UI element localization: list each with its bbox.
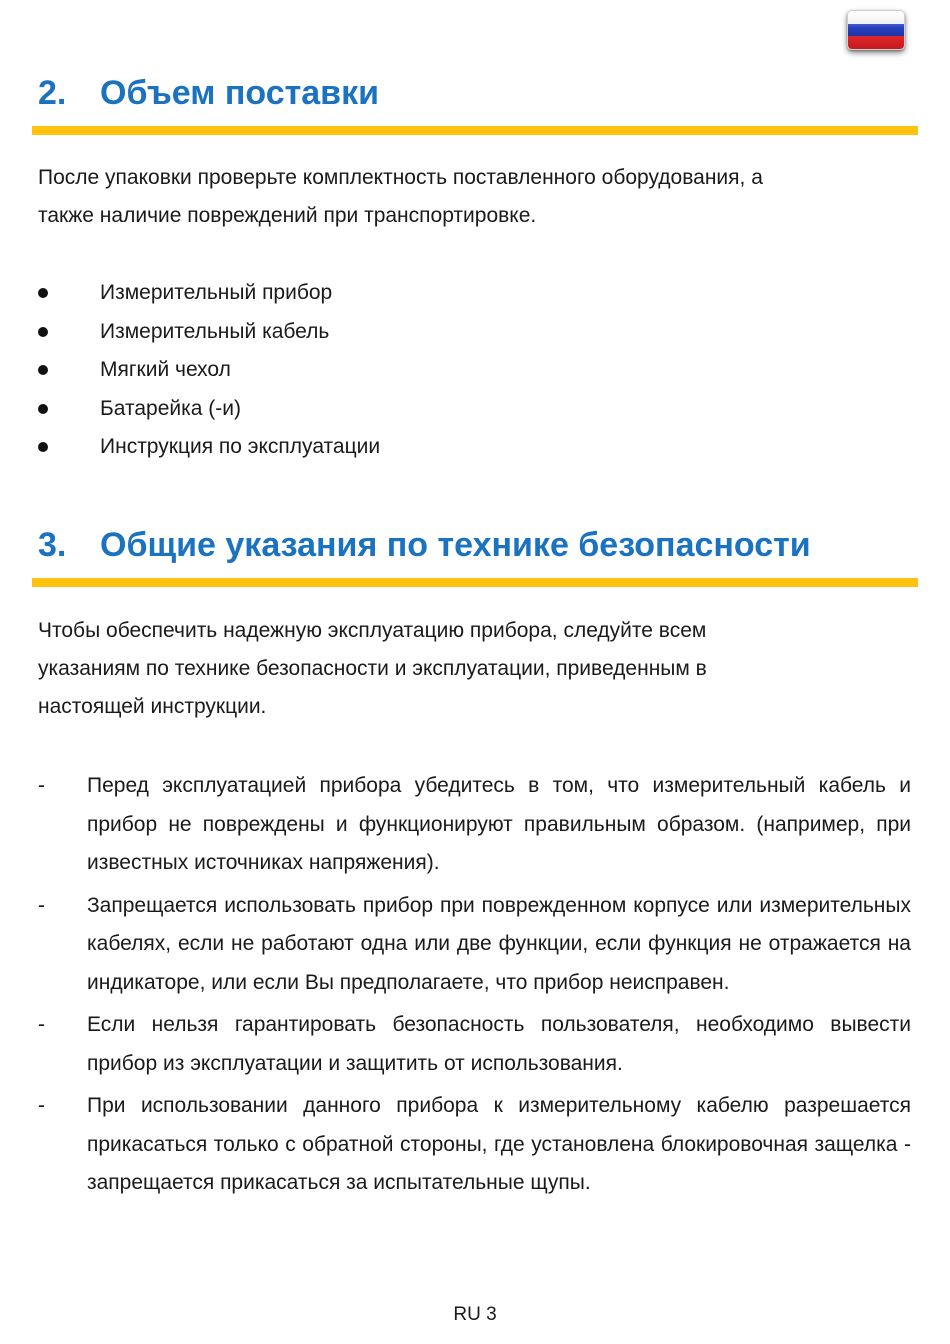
bullet-icon [38,442,48,452]
section-3-number: 3. [38,526,67,564]
section-3-title: Общие указания по технике безопасности [100,526,811,564]
list-item [38,1006,911,1083]
section-3-intro [38,612,707,726]
list-item [38,887,911,1003]
section-2-divider [32,126,918,135]
list-item [38,1087,911,1203]
section-3-heading [38,526,811,565]
russia-flag-icon [847,10,905,50]
list-item-text: При использовании данного прибора к измерительному кабелю разрешается прикасаться только с обратной стороны, где установлена блокировочная защелка - запрещается прикасаться за испытательные щупы. [87,1094,911,1194]
dash-marker: - [38,893,45,917]
list-item [38,767,911,883]
section-2-intro [38,159,763,235]
safety-instructions-list [38,767,911,1207]
list-item-text: Если нельзя гарантировать безопасность пользователя, необходимо вывести прибор из эксплуатации и защитить от использования. [87,1013,911,1075]
list-item-label: Батарейка (-и) [100,396,242,420]
dash-marker: - [38,774,45,797]
section-3-intro-line-1: Чтобы обеспечить надежную эксплуатацию прибора, следуйте всем [38,619,707,642]
dash-marker: - [38,1094,45,1117]
bullet-icon [38,327,48,337]
bullet-icon [38,288,48,298]
list-item-text: Перед эксплуатацией прибора убедитесь в том, что измерительный кабель и прибор не повреждены и функционируют правильным образом. (например, при известных источниках напряжения). [87,774,911,874]
list-item-label: Измерительный прибор [100,281,333,304]
page-number: RU 3 [453,1304,497,1325]
bullet-icon [38,365,48,375]
section-3-intro-line-2: указаниям по технике безопасности и эксплуатации, приведенным в [38,657,707,680]
section-2-heading [38,74,379,113]
section-2-intro-line-2: также наличие повреждений при транспортировке. [38,204,537,227]
section-3-intro-line-3: настоящей инструкции. [38,695,267,718]
list-item-label: Измерительный кабель [100,319,330,343]
list-item-text: Запрещается использовать прибор при поврежденном корпусе или измерительных кабелях, если не работают одна или две функции, если функция не отражается на индикаторе, или если Вы предполагаете, что прибор неисправен. [87,893,911,994]
list-item-label: Инструкция по эксплуатации [100,435,381,458]
dash-marker: - [38,1013,45,1036]
section-2-title: Объем поставки [100,74,379,112]
bullet-icon [38,404,48,414]
section-3-divider [32,578,918,587]
section-2-intro-line-1: После упаковки проверьте комплектность поставленного оборудования, а [38,166,763,189]
section-2-number: 2. [38,74,67,112]
list-item-label: Мягкий чехол [100,358,231,381]
